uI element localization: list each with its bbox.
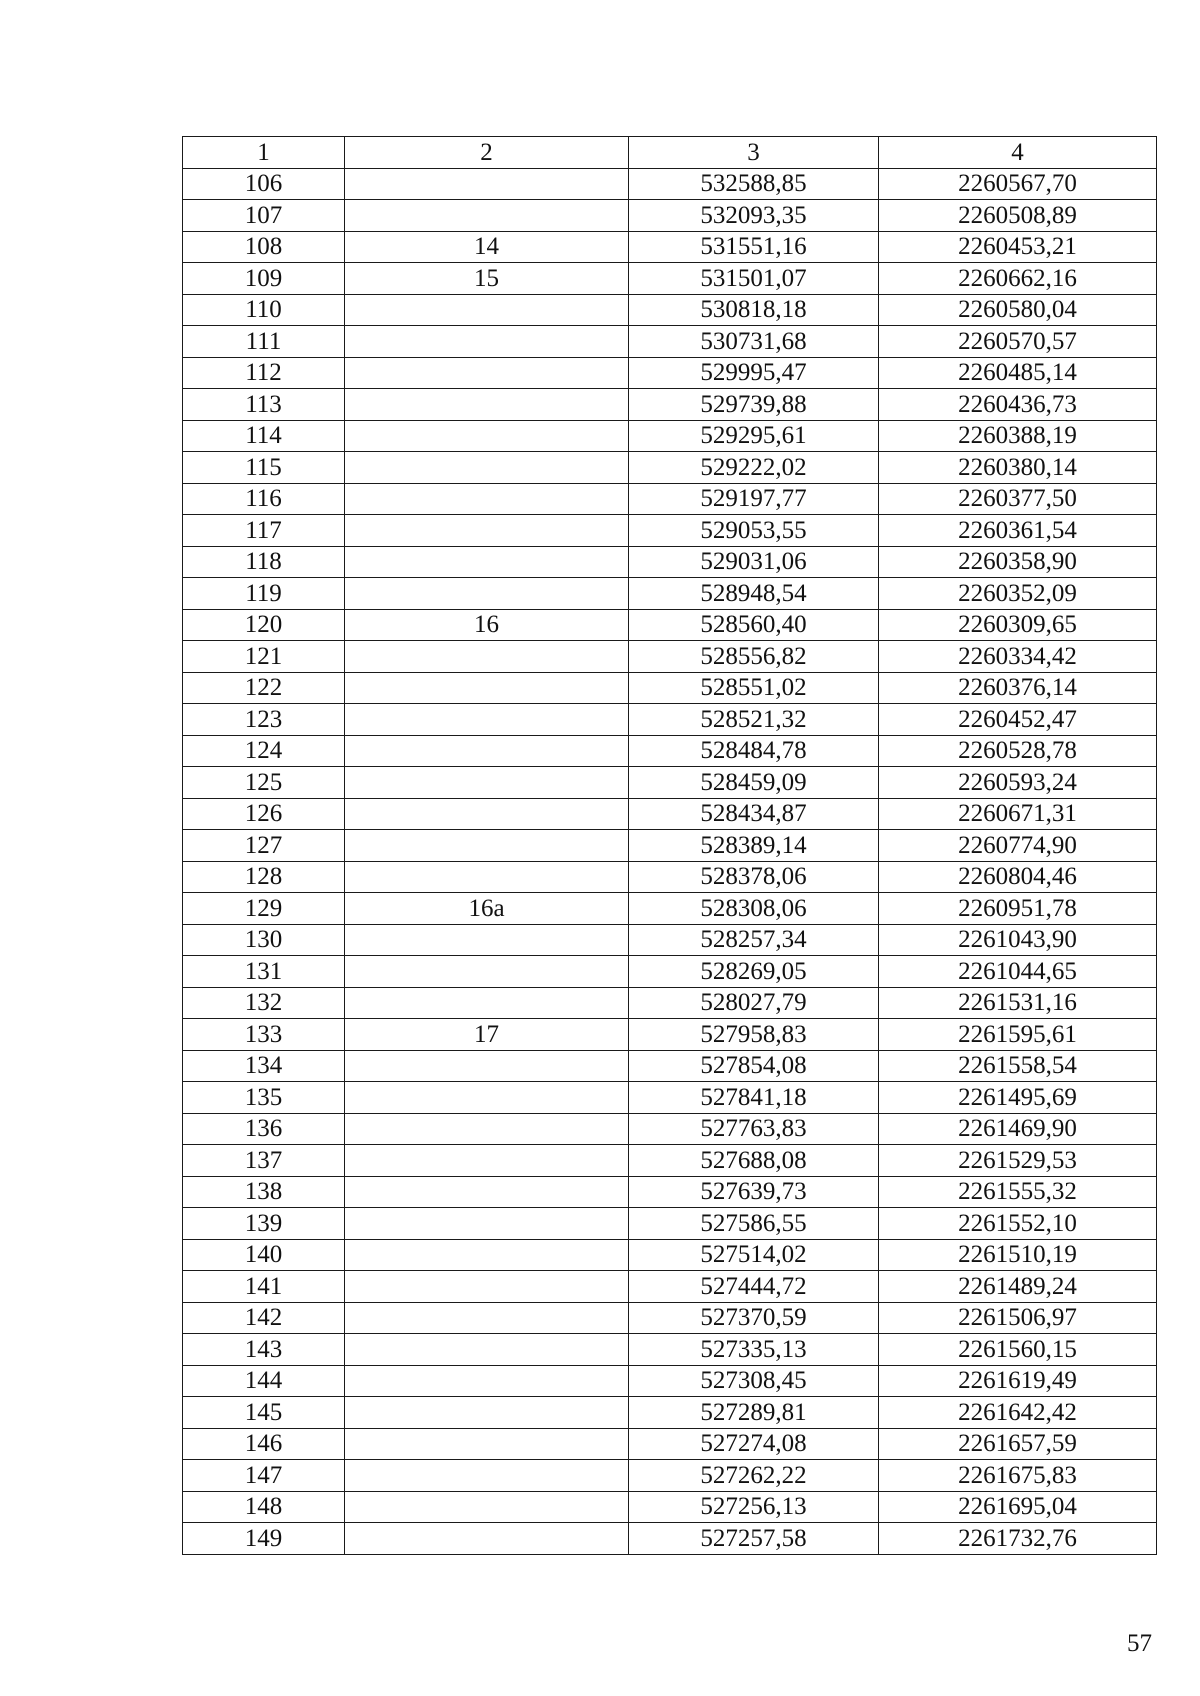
y-coordinate-cell: 2260570,57: [879, 326, 1157, 358]
table-row: [183, 609, 1157, 641]
table-row: [183, 735, 1157, 767]
point-number-cell: 117: [183, 515, 345, 547]
marker-cell: [345, 200, 629, 232]
x-coordinate-cell: 527639,73: [629, 1176, 879, 1208]
point-number-cell: 133: [183, 1019, 345, 1051]
x-coordinate-cell: 527256,13: [629, 1491, 879, 1523]
point-number-cell: 116: [183, 483, 345, 515]
marker-cell: [345, 987, 629, 1019]
y-coordinate-cell: 2261657,59: [879, 1428, 1157, 1460]
table-row: [183, 861, 1157, 893]
point-number-cell: 122: [183, 672, 345, 704]
y-coordinate-cell: 2260453,21: [879, 231, 1157, 263]
y-coordinate-cell: 2260436,73: [879, 389, 1157, 421]
x-coordinate-cell: 527958,83: [629, 1019, 879, 1051]
x-coordinate-cell: 528948,54: [629, 578, 879, 610]
y-coordinate-cell: 2260580,04: [879, 294, 1157, 326]
point-number-cell: 112: [183, 357, 345, 389]
point-number-cell: 108: [183, 231, 345, 263]
marker-cell: [345, 798, 629, 830]
y-coordinate-cell: 2260358,90: [879, 546, 1157, 578]
point-number-cell: 138: [183, 1176, 345, 1208]
x-coordinate-cell: 532588,85: [629, 168, 879, 200]
y-coordinate-cell: 2260508,89: [879, 200, 1157, 232]
x-coordinate-cell: 528027,79: [629, 987, 879, 1019]
marker-cell: [345, 830, 629, 862]
marker-cell: 14: [345, 231, 629, 263]
marker-cell: [345, 357, 629, 389]
y-coordinate-cell: 2261695,04: [879, 1491, 1157, 1523]
x-coordinate-cell: 529031,06: [629, 546, 879, 578]
marker-cell: 17: [345, 1019, 629, 1051]
x-coordinate-cell: 527854,08: [629, 1050, 879, 1082]
marker-cell: [345, 389, 629, 421]
point-number-cell: 136: [183, 1113, 345, 1145]
point-number-cell: 110: [183, 294, 345, 326]
point-number-cell: 130: [183, 924, 345, 956]
marker-cell: [345, 672, 629, 704]
x-coordinate-cell: 527370,59: [629, 1302, 879, 1334]
point-number-cell: 115: [183, 452, 345, 484]
table-row: [183, 798, 1157, 830]
table-row: [183, 546, 1157, 578]
x-coordinate-cell: 530731,68: [629, 326, 879, 358]
table-row: [183, 1050, 1157, 1082]
point-number-cell: 124: [183, 735, 345, 767]
marker-cell: [345, 515, 629, 547]
marker-cell: [345, 1271, 629, 1303]
table-row: [183, 1302, 1157, 1334]
x-coordinate-cell: 528389,14: [629, 830, 879, 862]
x-coordinate-cell: 527274,08: [629, 1428, 879, 1460]
table-row: [183, 578, 1157, 610]
marker-cell: [345, 294, 629, 326]
point-number-cell: 148: [183, 1491, 345, 1523]
point-number-cell: 149: [183, 1523, 345, 1555]
marker-cell: [345, 735, 629, 767]
x-coordinate-cell: 532093,35: [629, 200, 879, 232]
table-row: [183, 515, 1157, 547]
y-coordinate-cell: 2260377,50: [879, 483, 1157, 515]
y-coordinate-cell: 2260388,19: [879, 420, 1157, 452]
table-row: [183, 452, 1157, 484]
x-coordinate-cell: 529739,88: [629, 389, 879, 421]
marker-cell: [345, 1239, 629, 1271]
marker-cell: [345, 1460, 629, 1492]
marker-cell: [345, 1523, 629, 1555]
point-number-cell: 139: [183, 1208, 345, 1240]
point-number-cell: 118: [183, 546, 345, 578]
point-number-cell: 109: [183, 263, 345, 295]
y-coordinate-cell: 2261560,15: [879, 1334, 1157, 1366]
point-number-cell: 142: [183, 1302, 345, 1334]
y-coordinate-cell: 2261044,65: [879, 956, 1157, 988]
point-number-cell: 134: [183, 1050, 345, 1082]
point-number-cell: 113: [183, 389, 345, 421]
y-coordinate-cell: 2260567,70: [879, 168, 1157, 200]
point-number-cell: 132: [183, 987, 345, 1019]
column-header-2: 2: [345, 137, 629, 169]
table-row: [183, 672, 1157, 704]
marker-cell: [345, 861, 629, 893]
x-coordinate-cell: 527289,81: [629, 1397, 879, 1429]
y-coordinate-cell: 2260951,78: [879, 893, 1157, 925]
x-coordinate-cell: 527688,08: [629, 1145, 879, 1177]
point-number-cell: 119: [183, 578, 345, 610]
table-row: [183, 1239, 1157, 1271]
marker-cell: [345, 1397, 629, 1429]
y-coordinate-cell: 2261555,32: [879, 1176, 1157, 1208]
x-coordinate-cell: 528560,40: [629, 609, 879, 641]
y-coordinate-cell: 2260593,24: [879, 767, 1157, 799]
marker-cell: [345, 326, 629, 358]
marker-cell: [345, 1176, 629, 1208]
marker-cell: [345, 924, 629, 956]
coordinates-table: [182, 136, 1157, 1555]
table-row: [183, 956, 1157, 988]
marker-cell: [345, 1113, 629, 1145]
point-number-cell: 127: [183, 830, 345, 862]
x-coordinate-cell: 527763,83: [629, 1113, 879, 1145]
x-coordinate-cell: 528459,09: [629, 767, 879, 799]
marker-cell: [345, 1491, 629, 1523]
y-coordinate-cell: 2261469,90: [879, 1113, 1157, 1145]
table-row: [183, 389, 1157, 421]
table-row: [183, 704, 1157, 736]
x-coordinate-cell: 527257,58: [629, 1523, 879, 1555]
table-row: [183, 1113, 1157, 1145]
marker-cell: [345, 1334, 629, 1366]
x-coordinate-cell: 527841,18: [629, 1082, 879, 1114]
table-row: [183, 1019, 1157, 1051]
point-number-cell: 128: [183, 861, 345, 893]
y-coordinate-cell: 2260452,47: [879, 704, 1157, 736]
y-coordinate-cell: 2261043,90: [879, 924, 1157, 956]
y-coordinate-cell: 2261489,24: [879, 1271, 1157, 1303]
x-coordinate-cell: 527586,55: [629, 1208, 879, 1240]
y-coordinate-cell: 2260671,31: [879, 798, 1157, 830]
point-number-cell: 147: [183, 1460, 345, 1492]
table-row: [183, 420, 1157, 452]
table-row: [183, 483, 1157, 515]
x-coordinate-cell: 528434,87: [629, 798, 879, 830]
x-coordinate-cell: 529222,02: [629, 452, 879, 484]
marker-cell: [345, 641, 629, 673]
x-coordinate-cell: 528308,06: [629, 893, 879, 925]
y-coordinate-cell: 2261558,54: [879, 1050, 1157, 1082]
marker-cell: [345, 704, 629, 736]
y-coordinate-cell: 2261595,61: [879, 1019, 1157, 1051]
x-coordinate-cell: 527262,22: [629, 1460, 879, 1492]
marker-cell: [345, 1145, 629, 1177]
y-coordinate-cell: 2260352,09: [879, 578, 1157, 610]
x-coordinate-cell: 531551,16: [629, 231, 879, 263]
marker-cell: [345, 1302, 629, 1334]
y-coordinate-cell: 2260376,14: [879, 672, 1157, 704]
table-row: [183, 641, 1157, 673]
table-row: [183, 830, 1157, 862]
y-coordinate-cell: 2260380,14: [879, 452, 1157, 484]
point-number-cell: 131: [183, 956, 345, 988]
point-number-cell: 107: [183, 200, 345, 232]
table-row: [183, 1491, 1157, 1523]
table-header-row: [183, 137, 1157, 169]
point-number-cell: 129: [183, 893, 345, 925]
table-row: [183, 1428, 1157, 1460]
table-row: [183, 1397, 1157, 1429]
point-number-cell: 123: [183, 704, 345, 736]
y-coordinate-cell: 2261552,10: [879, 1208, 1157, 1240]
table-row: [183, 924, 1157, 956]
x-coordinate-cell: 528484,78: [629, 735, 879, 767]
table-row: [183, 231, 1157, 263]
table-row: [183, 1523, 1157, 1555]
column-header-3: 3: [629, 137, 879, 169]
y-coordinate-cell: 2260334,42: [879, 641, 1157, 673]
y-coordinate-cell: 2261531,16: [879, 987, 1157, 1019]
x-coordinate-cell: 529197,77: [629, 483, 879, 515]
y-coordinate-cell: 2261506,97: [879, 1302, 1157, 1334]
x-coordinate-cell: 528378,06: [629, 861, 879, 893]
marker-cell: [345, 168, 629, 200]
marker-cell: [345, 1208, 629, 1240]
y-coordinate-cell: 2261495,69: [879, 1082, 1157, 1114]
marker-cell: 16а: [345, 893, 629, 925]
marker-cell: [345, 578, 629, 610]
table-row: [183, 168, 1157, 200]
table-row: [183, 263, 1157, 295]
point-number-cell: 137: [183, 1145, 345, 1177]
marker-cell: [345, 1050, 629, 1082]
point-number-cell: 141: [183, 1271, 345, 1303]
table-row: [183, 1365, 1157, 1397]
point-number-cell: 106: [183, 168, 345, 200]
x-coordinate-cell: 527514,02: [629, 1239, 879, 1271]
y-coordinate-cell: 2260361,54: [879, 515, 1157, 547]
marker-cell: [345, 452, 629, 484]
marker-cell: [345, 1428, 629, 1460]
point-number-cell: 125: [183, 767, 345, 799]
point-number-cell: 114: [183, 420, 345, 452]
point-number-cell: 120: [183, 609, 345, 641]
x-coordinate-cell: 529295,61: [629, 420, 879, 452]
point-number-cell: 111: [183, 326, 345, 358]
y-coordinate-cell: 2260309,65: [879, 609, 1157, 641]
y-coordinate-cell: 2261529,53: [879, 1145, 1157, 1177]
x-coordinate-cell: 528257,34: [629, 924, 879, 956]
marker-cell: 15: [345, 263, 629, 295]
y-coordinate-cell: 2260485,14: [879, 357, 1157, 389]
marker-cell: [345, 546, 629, 578]
table-row: [183, 294, 1157, 326]
marker-cell: [345, 483, 629, 515]
marker-cell: [345, 420, 629, 452]
table-row: [183, 1082, 1157, 1114]
table-row: [183, 326, 1157, 358]
table-body: [183, 168, 1157, 1554]
y-coordinate-cell: 2261675,83: [879, 1460, 1157, 1492]
y-coordinate-cell: 2260528,78: [879, 735, 1157, 767]
table-row: [183, 893, 1157, 925]
point-number-cell: 140: [183, 1239, 345, 1271]
marker-cell: [345, 1365, 629, 1397]
marker-cell: [345, 956, 629, 988]
table-row: [183, 1176, 1157, 1208]
y-coordinate-cell: 2260804,46: [879, 861, 1157, 893]
table-row: [183, 200, 1157, 232]
point-number-cell: 144: [183, 1365, 345, 1397]
point-number-cell: 126: [183, 798, 345, 830]
x-coordinate-cell: 528556,82: [629, 641, 879, 673]
x-coordinate-cell: 528551,02: [629, 672, 879, 704]
table-row: [183, 987, 1157, 1019]
y-coordinate-cell: 2261732,76: [879, 1523, 1157, 1555]
x-coordinate-cell: 527335,13: [629, 1334, 879, 1366]
column-header-4: 4: [879, 137, 1157, 169]
x-coordinate-cell: 530818,18: [629, 294, 879, 326]
x-coordinate-cell: 529995,47: [629, 357, 879, 389]
x-coordinate-cell: 529053,55: [629, 515, 879, 547]
table-row: [183, 1271, 1157, 1303]
marker-cell: 16: [345, 609, 629, 641]
page-number: 57: [1127, 1630, 1152, 1657]
x-coordinate-cell: 527308,45: [629, 1365, 879, 1397]
column-header-1: 1: [183, 137, 345, 169]
point-number-cell: 145: [183, 1397, 345, 1429]
y-coordinate-cell: 2260774,90: [879, 830, 1157, 862]
table-row: [183, 1145, 1157, 1177]
y-coordinate-cell: 2261619,49: [879, 1365, 1157, 1397]
x-coordinate-cell: 528269,05: [629, 956, 879, 988]
y-coordinate-cell: 2261510,19: [879, 1239, 1157, 1271]
point-number-cell: 146: [183, 1428, 345, 1460]
point-number-cell: 135: [183, 1082, 345, 1114]
table-row: [183, 357, 1157, 389]
marker-cell: [345, 767, 629, 799]
point-number-cell: 143: [183, 1334, 345, 1366]
marker-cell: [345, 1082, 629, 1114]
table-row: [183, 1460, 1157, 1492]
table-row: [183, 1334, 1157, 1366]
y-coordinate-cell: 2260662,16: [879, 263, 1157, 295]
x-coordinate-cell: 527444,72: [629, 1271, 879, 1303]
point-number-cell: 121: [183, 641, 345, 673]
table-row: [183, 1208, 1157, 1240]
x-coordinate-cell: 531501,07: [629, 263, 879, 295]
table-row: [183, 767, 1157, 799]
x-coordinate-cell: 528521,32: [629, 704, 879, 736]
y-coordinate-cell: 2261642,42: [879, 1397, 1157, 1429]
